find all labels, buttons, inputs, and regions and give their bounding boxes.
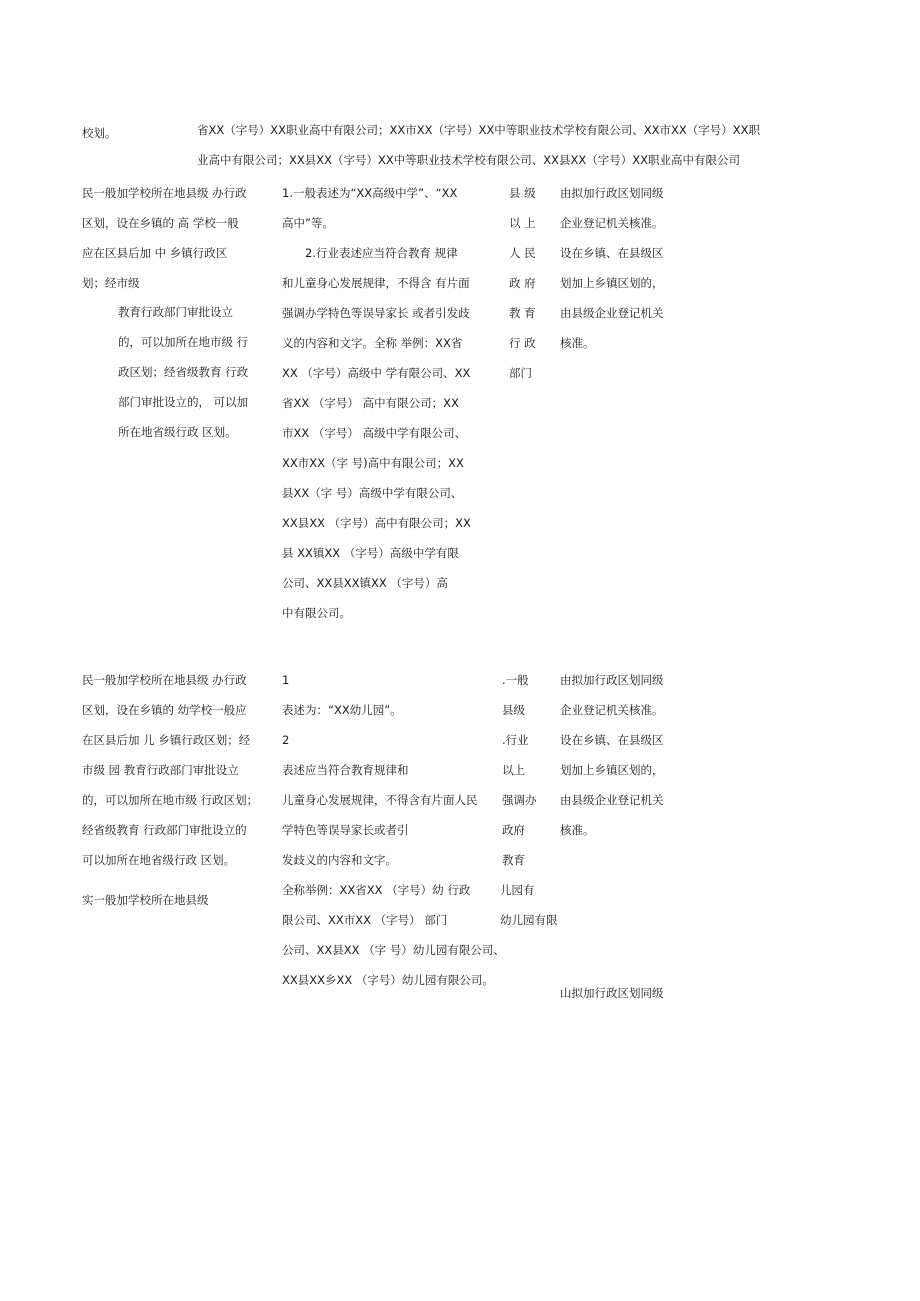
text-line: 限公司、XX市XX （字号） 部门 [282,913,448,927]
text-line: 划加上乡镇区划的， [560,276,664,290]
text-line: XX市XX（字 号)高中有限公司；XX [282,456,464,470]
text-line: 部门审批设立的， 可以加 [118,395,249,409]
text-line: 以 上 [509,216,536,230]
text-line: 强调办 [502,793,537,807]
s2-col1-extra: 实一般加学校所在地县级 [82,893,209,907]
text-line: 全称举例：XX省XX （字号）幼 行政 [282,883,471,897]
s1-col3 [509,178,536,388]
s1-col1 [82,178,247,298]
text-line: 在区县后加 儿 乡镇行政区划；经 [82,733,251,747]
text-line: 高中”等。 [282,216,334,230]
text-line: 1 [282,673,290,687]
text-line: 发歧义的内容和文字。 [282,853,397,867]
text-line: 由拟加行政区划同级 [560,673,664,687]
text-line: 和儿童身心发展规律，不得含 有片面 [282,276,470,290]
top-left-label: 校划。 [82,126,117,140]
s2-col2 [282,665,505,995]
s1-col4 [560,178,664,358]
text-line: 可以加所在地省级行政 区划。 [82,853,236,867]
text-line: 核准。 [560,336,595,350]
s2-col3b [500,875,558,935]
text-line: 学特色等误导家长或者引 [282,823,409,837]
text-line: 市级 园 教育行政部门审批设立 [82,763,239,777]
text-line: .行业 [502,733,529,747]
text-line: XX （字号）高级中 学有限公司、XX [282,366,471,380]
text-line: XX县XX乡XX （字号）幼儿园有限公司。 [282,973,494,987]
text-line: 表述应当符合教育规律和 [282,763,409,777]
s1-col2 [282,178,471,628]
text-line: 表述为：“XX幼儿园”。 [282,703,402,717]
text-line: 儿园有 [500,883,535,897]
text-line: 教 育 [509,306,536,320]
s2-col4-extra: 山拟加行政区划同级 [560,986,664,1000]
top-paragraph [197,115,760,175]
text-line: 县XX（字 号）高级中学有限公司、 [282,486,463,500]
text-line: 1.一般表述为“XX高级中学”、“XX [282,186,458,200]
text-line: 中有限公司。 [282,606,351,620]
text-line: 业高中有限公司；XX县XX（字号）XX中等职业技术学校有限公司、XX县XX（字号）XX职业高中有限公司 [197,153,741,167]
text-line: 儿童身心发展规律，不得含有片面人民 [282,793,478,807]
text-line: 政区划；经省级教育 行政 [118,365,249,379]
text-line: 省XX （字号） 高中有限公司；XX [282,396,459,410]
text-line: .一般 [502,673,529,687]
text-line: 民一般加学校所在地县级 办行政 [82,673,247,687]
text-line: 县级 [502,703,525,717]
text-line: 划；经市级 [82,276,140,290]
text-line: 2.行业表述应当符合教育 规律 [282,246,458,260]
text-line: 划加上乡镇区划的， [560,763,664,777]
s2-col3 [502,665,537,875]
text-line: 县 XX镇XX （字号）高级中学有限 [282,546,459,560]
text-line: 人 民 [509,246,536,260]
text-line: 企业登记机关核准。 [560,216,664,230]
text-line: 政府 [502,823,525,837]
text-line: 所在地省级行政 区划。 [118,425,237,439]
text-line: 设在乡镇、在县级区 [560,733,664,747]
text-line: 省XX（字号）XX职业高中有限公司；XX市XX（字号）XX中等职业技术学校有限公司、XX市XX（字号）XX职 [197,123,761,137]
text-line: 义的内容和文字。全称 举例：XX省 [282,336,463,350]
text-line: 强调办学特色等误导家长 或者引发歧 [282,306,470,320]
text-line: 教育 [502,853,525,867]
text-line: 经省级教育 行政部门审批设立的 [82,823,247,837]
text-line: 的，可以加所在地市级 行政区划； [82,793,259,807]
s2-col4 [560,665,664,845]
text-line: 政 府 [509,276,536,290]
text-line: 由县级企业登记机关 [560,306,664,320]
text-line: 核准。 [560,823,595,837]
text-line: 由县级企业登记机关 [560,793,664,807]
text-line: 2 [282,733,290,747]
text-line: 设在乡镇、在县级区 [560,246,664,260]
text-line: 教育行政部门审批设立 [118,305,233,319]
s2-col1 [82,665,258,875]
text-line: 公司、XX县XX （字 号）幼儿园有限公司、 [282,943,505,957]
text-line: 行 政 [509,336,536,350]
text-line: 公司、XX县XX镇XX （字号）高 [282,576,448,590]
text-line: 市XX （字号） 高级中学有限公司、 [282,426,467,440]
text-line: 由拟加行政区划同级 [560,186,664,200]
text-line: 以上 [502,763,525,777]
text-line: 的，可以加所在地市级 行 [118,335,249,349]
text-line: 企业登记机关核准。 [560,703,664,717]
s1-col1b [118,297,248,447]
text-line: 县 级 [509,186,536,200]
text-line: 民一般加学校所在地县级 办行政 [82,186,247,200]
text-line: 区划，设在乡镇的 幼学校一般应 [82,703,247,717]
text-line: 部门 [509,366,532,380]
text-line: XX县XX （字号）高中有限公司；XX [282,516,471,530]
text-line: 幼儿园有限 [500,913,558,927]
text-line: 应在区县后加 中 乡镇行政区 [82,246,228,260]
text-line: 区划，设在乡镇的 高 学校一般 [82,216,239,230]
